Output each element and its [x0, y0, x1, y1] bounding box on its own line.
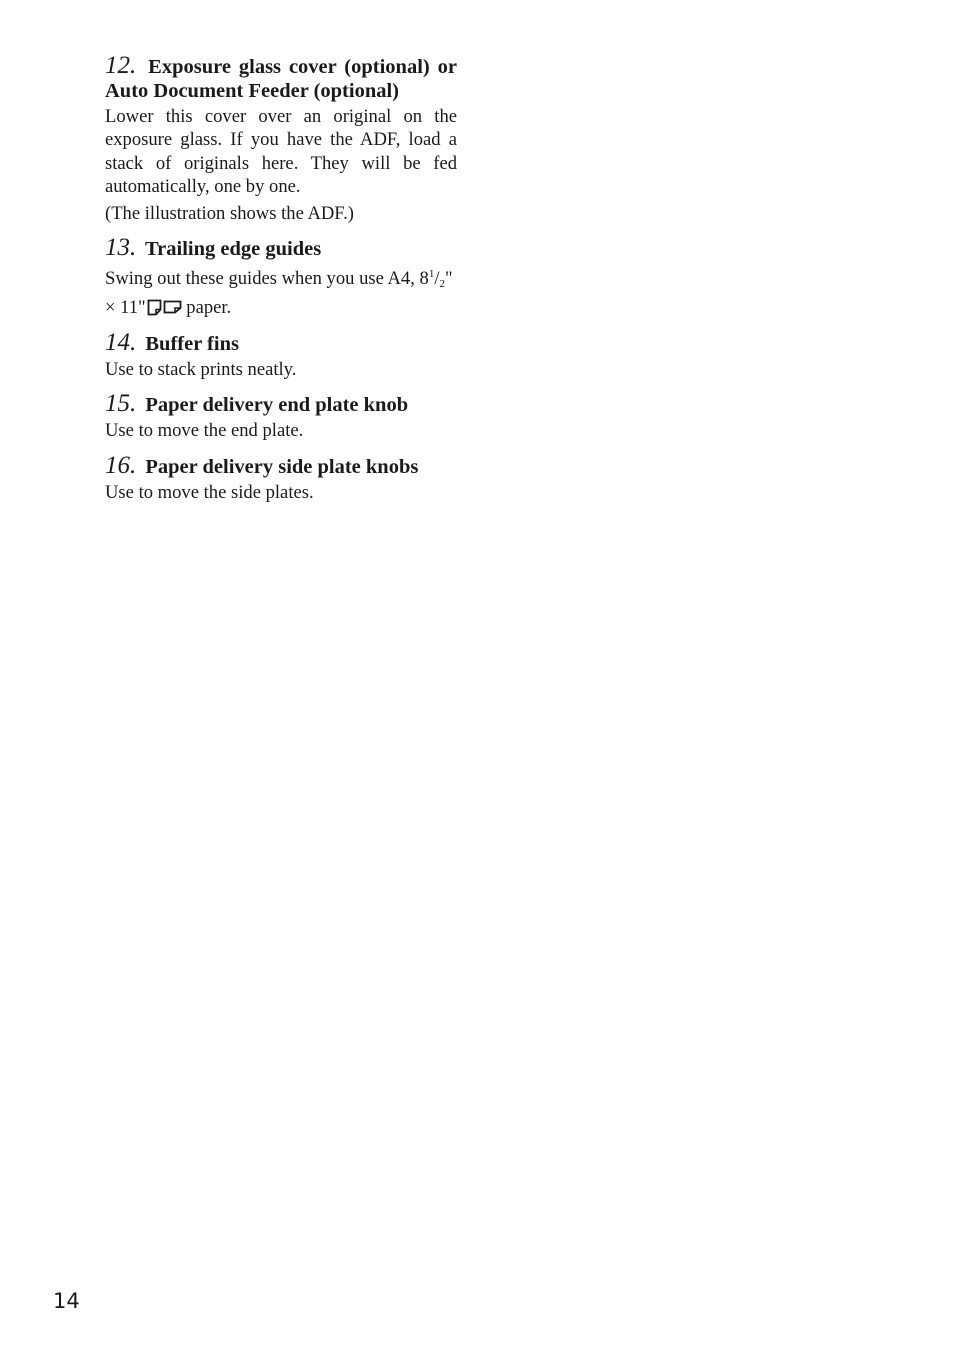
item-14	[105, 328, 457, 381]
paper-portrait-orientation-icon	[147, 299, 162, 316]
item-16	[105, 451, 457, 504]
item-description: Lower this cover over an original on the exposure glass. If you have the ADF, load a stack of originals here. They will be fed automatically, one by one.	[105, 106, 457, 198]
fraction-slash: /	[434, 268, 440, 290]
page-number: 14	[53, 1289, 80, 1313]
item-heading	[105, 328, 457, 356]
item-title: Paper delivery end plate knob	[145, 394, 409, 417]
item-title: Paper delivery side plate knobs	[145, 455, 419, 478]
fraction-numerator: 1	[428, 268, 435, 281]
item-description: Use to move the end plate.	[105, 420, 304, 442]
item-description	[105, 263, 457, 320]
item-13	[105, 236, 457, 320]
item-12	[105, 54, 457, 225]
document-column	[105, 54, 457, 515]
item-number: 13.	[105, 234, 137, 262]
item-heading	[105, 54, 457, 103]
item-15	[105, 392, 457, 442]
item-note: (The illustration shows the ADF.)	[105, 202, 354, 224]
item-heading	[105, 236, 457, 261]
item-number: 16.	[105, 451, 137, 479]
item-heading	[105, 392, 457, 417]
text-prefix: Swing out these guides when you use A4, 8	[105, 268, 429, 290]
item-title: Buffer fins	[145, 332, 239, 355]
item-description: Use to move the side plates.	[105, 481, 314, 503]
item-heading	[105, 451, 457, 479]
item-number: 14.	[105, 328, 137, 356]
paper-landscape-orientation-icon	[163, 300, 182, 314]
item-number: 15.	[105, 390, 137, 418]
item-title: Trailing edge guides	[145, 238, 322, 261]
text-suffix: paper.	[181, 297, 232, 319]
item-title: Exposure glass cover (optional) or Auto Document Feeder (optional)	[105, 56, 457, 102]
text-middle: " × 11"	[105, 268, 453, 319]
fraction-denominator: 2	[439, 278, 445, 291]
item-description: Use to stack prints neatly.	[105, 358, 297, 380]
item-number: 12.	[105, 52, 137, 79]
